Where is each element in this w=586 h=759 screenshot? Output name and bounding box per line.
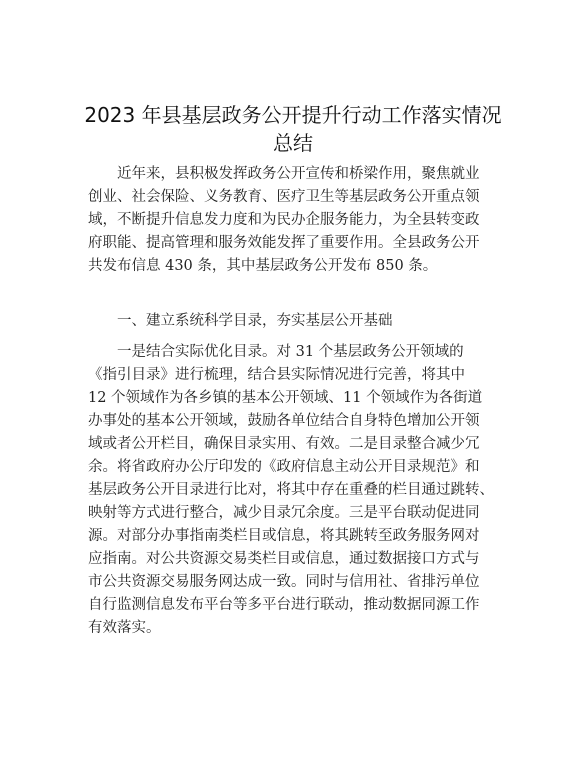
text-line: 府职能、提高管理和服务效能发挥了重要作用。全县政务公开 (88, 235, 480, 251)
text-line: 近年来，县积极发挥政务公开宣传和桥梁作用，聚焦就业 (117, 166, 480, 182)
text-line: 共发布信息 430 条，其中基层政务公开发布 850 条。 (88, 258, 438, 274)
section-heading-text: 一、建立系统科学目录，夯实基层公开基础 (117, 313, 393, 329)
text-line: 12 个领域作为各乡镇的基本公开领域、11 个领域作为各街道 (88, 390, 483, 406)
text-line: 市公共资源交易服务网达成一致。同时与信用社、省排污单位 (88, 574, 480, 590)
text-line: 余。将省政府办公厅印发的《政府信息主动公开目录规范》和 (88, 459, 480, 475)
text-line: 创业、社会保险、义务教育、医疗卫生等基层政务公开重点领 (88, 189, 480, 205)
document-title (60, 101, 526, 157)
text-line: 基层政务公开目录进行比对，将其中存在重叠的栏目通过跳转、 (88, 482, 494, 498)
text-line: 应指南。对公共资源交易类栏目或信息，通过数据接口方式与 (88, 551, 480, 567)
intro-paragraph (88, 163, 508, 278)
text-line: 自行监测信息发布平台等多平台进行联动，推动数据同源工作 (88, 597, 480, 613)
title-line-2: 总结 (273, 131, 313, 155)
section-paragraph (88, 341, 508, 640)
section-heading (88, 310, 508, 333)
title-line-1: 2023 年县基层政务公开提升行动工作落实情况 (84, 103, 502, 127)
text-line: 映射等方式进行整合，减少目录冗余度。三是平台联动促进同 (88, 505, 480, 521)
text-line: 办事处的基本公开领域，鼓励各单位结合自身特色增加公开领 (88, 413, 480, 429)
text-line: 域，不断提升信息发力度和为民办企服务能力，为全县转变政 (88, 212, 480, 228)
text-line: 一是结合实际优化目录。对 31 个基层政务公开领域的 (117, 344, 464, 360)
text-line: 有效落实。 (88, 620, 161, 636)
text-line: 源。对部分办事指南类栏目或信息，将其跳转至政务服务网对 (88, 528, 480, 544)
text-line: 域或者公开栏目，确保目录实用、有效。二是目录整合减少冗 (88, 436, 480, 452)
text-line: 《指引目录》进行梳理，结合县实际情况进行完善，将其中 (88, 367, 465, 383)
